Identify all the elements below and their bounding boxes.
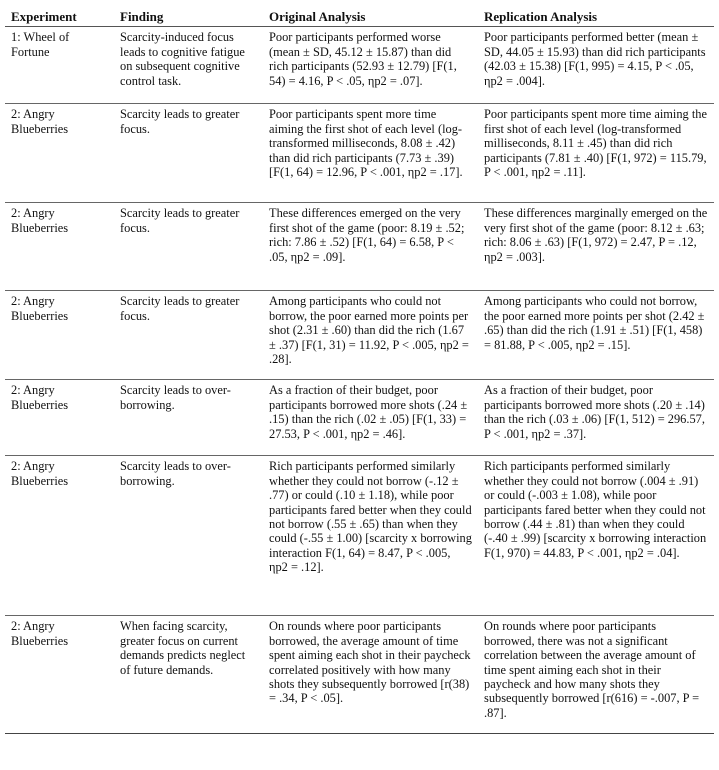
original-analysis-cell: These differences emerged on the very first shot of the game (poor: 8.19 ± .52; rich: 7.86 ± .52) [F(1, 64) = 6.58, P < .05, ηp2 = .09]. [263,203,478,291]
replication-analysis-cell: These differences marginally emerged on the very first shot of the game (poor: 8.12 ± .63; rich: 8.06 ± .63) [F(1, 972) = 2.47, P = .12, ηp2 = .003]. [478,203,714,291]
header-finding: Finding [114,0,263,27]
experiment-cell: 2: Angry Blueberries [5,380,114,456]
replication-analysis-cell: Poor participants performed better (mean ± SD, 44.05 ± 15.93) than did rich participants (42.03 ± 15.38) [F(1, 995) = 4.15, P < .05, ηp2 = .004]. [478,27,714,104]
header-original-analysis: Original Analysis [263,0,478,27]
finding-cell: Scarcity leads to over-borrowing. [114,456,263,616]
table-row [5,291,714,380]
finding-cell: Scarcity leads to greater focus. [114,104,263,203]
header-experiment: Experiment [5,0,114,27]
finding-cell: When facing scarcity, greater focus on current demands predicts neglect of future demands. [114,616,263,734]
table-row [5,456,714,616]
table-header-row [5,0,714,27]
original-analysis-cell: As a fraction of their budget, poor participants borrowed more shots (.24 ± .15) than the rich (.02 ± .05) [F(1, 33) = 27.53, P < .001, ηp2 = .46]. [263,380,478,456]
table-row [5,380,714,456]
replication-analysis-cell: Poor participants spent more time aiming the first shot of each level (log-transformed milliseconds, 8.11 ± .45) than did rich participants (7.81 ± .40) [F(1, 972) = 115.79, P < .001, ηp2 = .11]. [478,104,714,203]
original-analysis-cell: Poor participants performed worse (mean ± SD, 45.12 ± 15.87) than did rich participants (52.93 ± 12.79) [F(1, 54) = 4.16, P < .05, ηp2 = .07]. [263,27,478,104]
experiment-cell: 2: Angry Blueberries [5,104,114,203]
table-row [5,104,714,203]
original-analysis-cell: Rich participants performed similarly whether they could not borrow (-.12 ± .77) or could (.10 ± 1.18), while poor participants fared better when they could not borrow (.55 ± .65) than when they could (-.55 ± 1.00) [scarcity x borrowing interaction F(1, 64) = 8.47, P < .005, ηp2 = .12]. [263,456,478,616]
finding-cell: Scarcity leads to greater focus. [114,203,263,291]
replication-comparison-table [5,0,714,734]
finding-cell: Scarcity leads to greater focus. [114,291,263,380]
finding-cell: Scarcity leads to over-borrowing. [114,380,263,456]
original-analysis-cell: On rounds where poor participants borrowed, the average amount of time spent aiming each shot in their paycheck correlated positively with how many shots they subsequently borrowed [r(38) = .34, P < .05]. [263,616,478,734]
original-analysis-cell: Among participants who could not borrow, the poor earned more points per shot (2.31 ± .60) than did the rich (1.67 ± .37) [F(1, 31) = 11.92, P < .005, ηp2 = .28]. [263,291,478,380]
replication-analysis-cell: On rounds where poor participants borrowed, there was not a significant correlation between the average amount of time spent aiming each shot in their paycheck and how many shots they subsequently borrowed [r(616) = -.007, P = .87]. [478,616,714,734]
replication-analysis-cell: Among participants who could not borrow, the poor earned more points per shot (2.42 ± .65) than did the rich (1.91 ± .51) [F(1, 458) = 81.88, P < .005, ηp2 = .15]. [478,291,714,380]
original-analysis-cell: Poor participants spent more time aiming the first shot of each level (log-transformed milliseconds, 8.08 ± .42) than did rich participants (7.73 ± .39) [F(1, 64) = 12.96, P < .001, ηp2 = .17]. [263,104,478,203]
finding-cell: Scarcity-induced focus leads to cognitive fatigue on subsequent cognitive control task. [114,27,263,104]
table-row [5,27,714,104]
experiment-cell: 2: Angry Blueberries [5,456,114,616]
replication-analysis-cell: Rich participants performed similarly whether they could not borrow (.004 ± .91) or could (-.003 ± 1.08), while poor participants fared better when they could not borrow (.44 ± .81) than when they could (-.40 ± .99) [scarcity x borrowing interaction F(1, 970) = 44.83, P < .001, ηp2 = .04]. [478,456,714,616]
replication-analysis-cell: As a fraction of their budget, poor participants borrowed more shots (.20 ± .14) than the rich (.03 ± .06) [F(1, 512) = 296.57, P < .001, ηp2 = .37]. [478,380,714,456]
experiment-cell: 2: Angry Blueberries [5,616,114,734]
experiment-cell: 2: Angry Blueberries [5,291,114,380]
table-row [5,203,714,291]
header-replication-analysis: Replication Analysis [478,0,714,27]
table-row [5,616,714,734]
experiment-cell: 1: Wheel of Fortune [5,27,114,104]
experiment-cell: 2: Angry Blueberries [5,203,114,291]
